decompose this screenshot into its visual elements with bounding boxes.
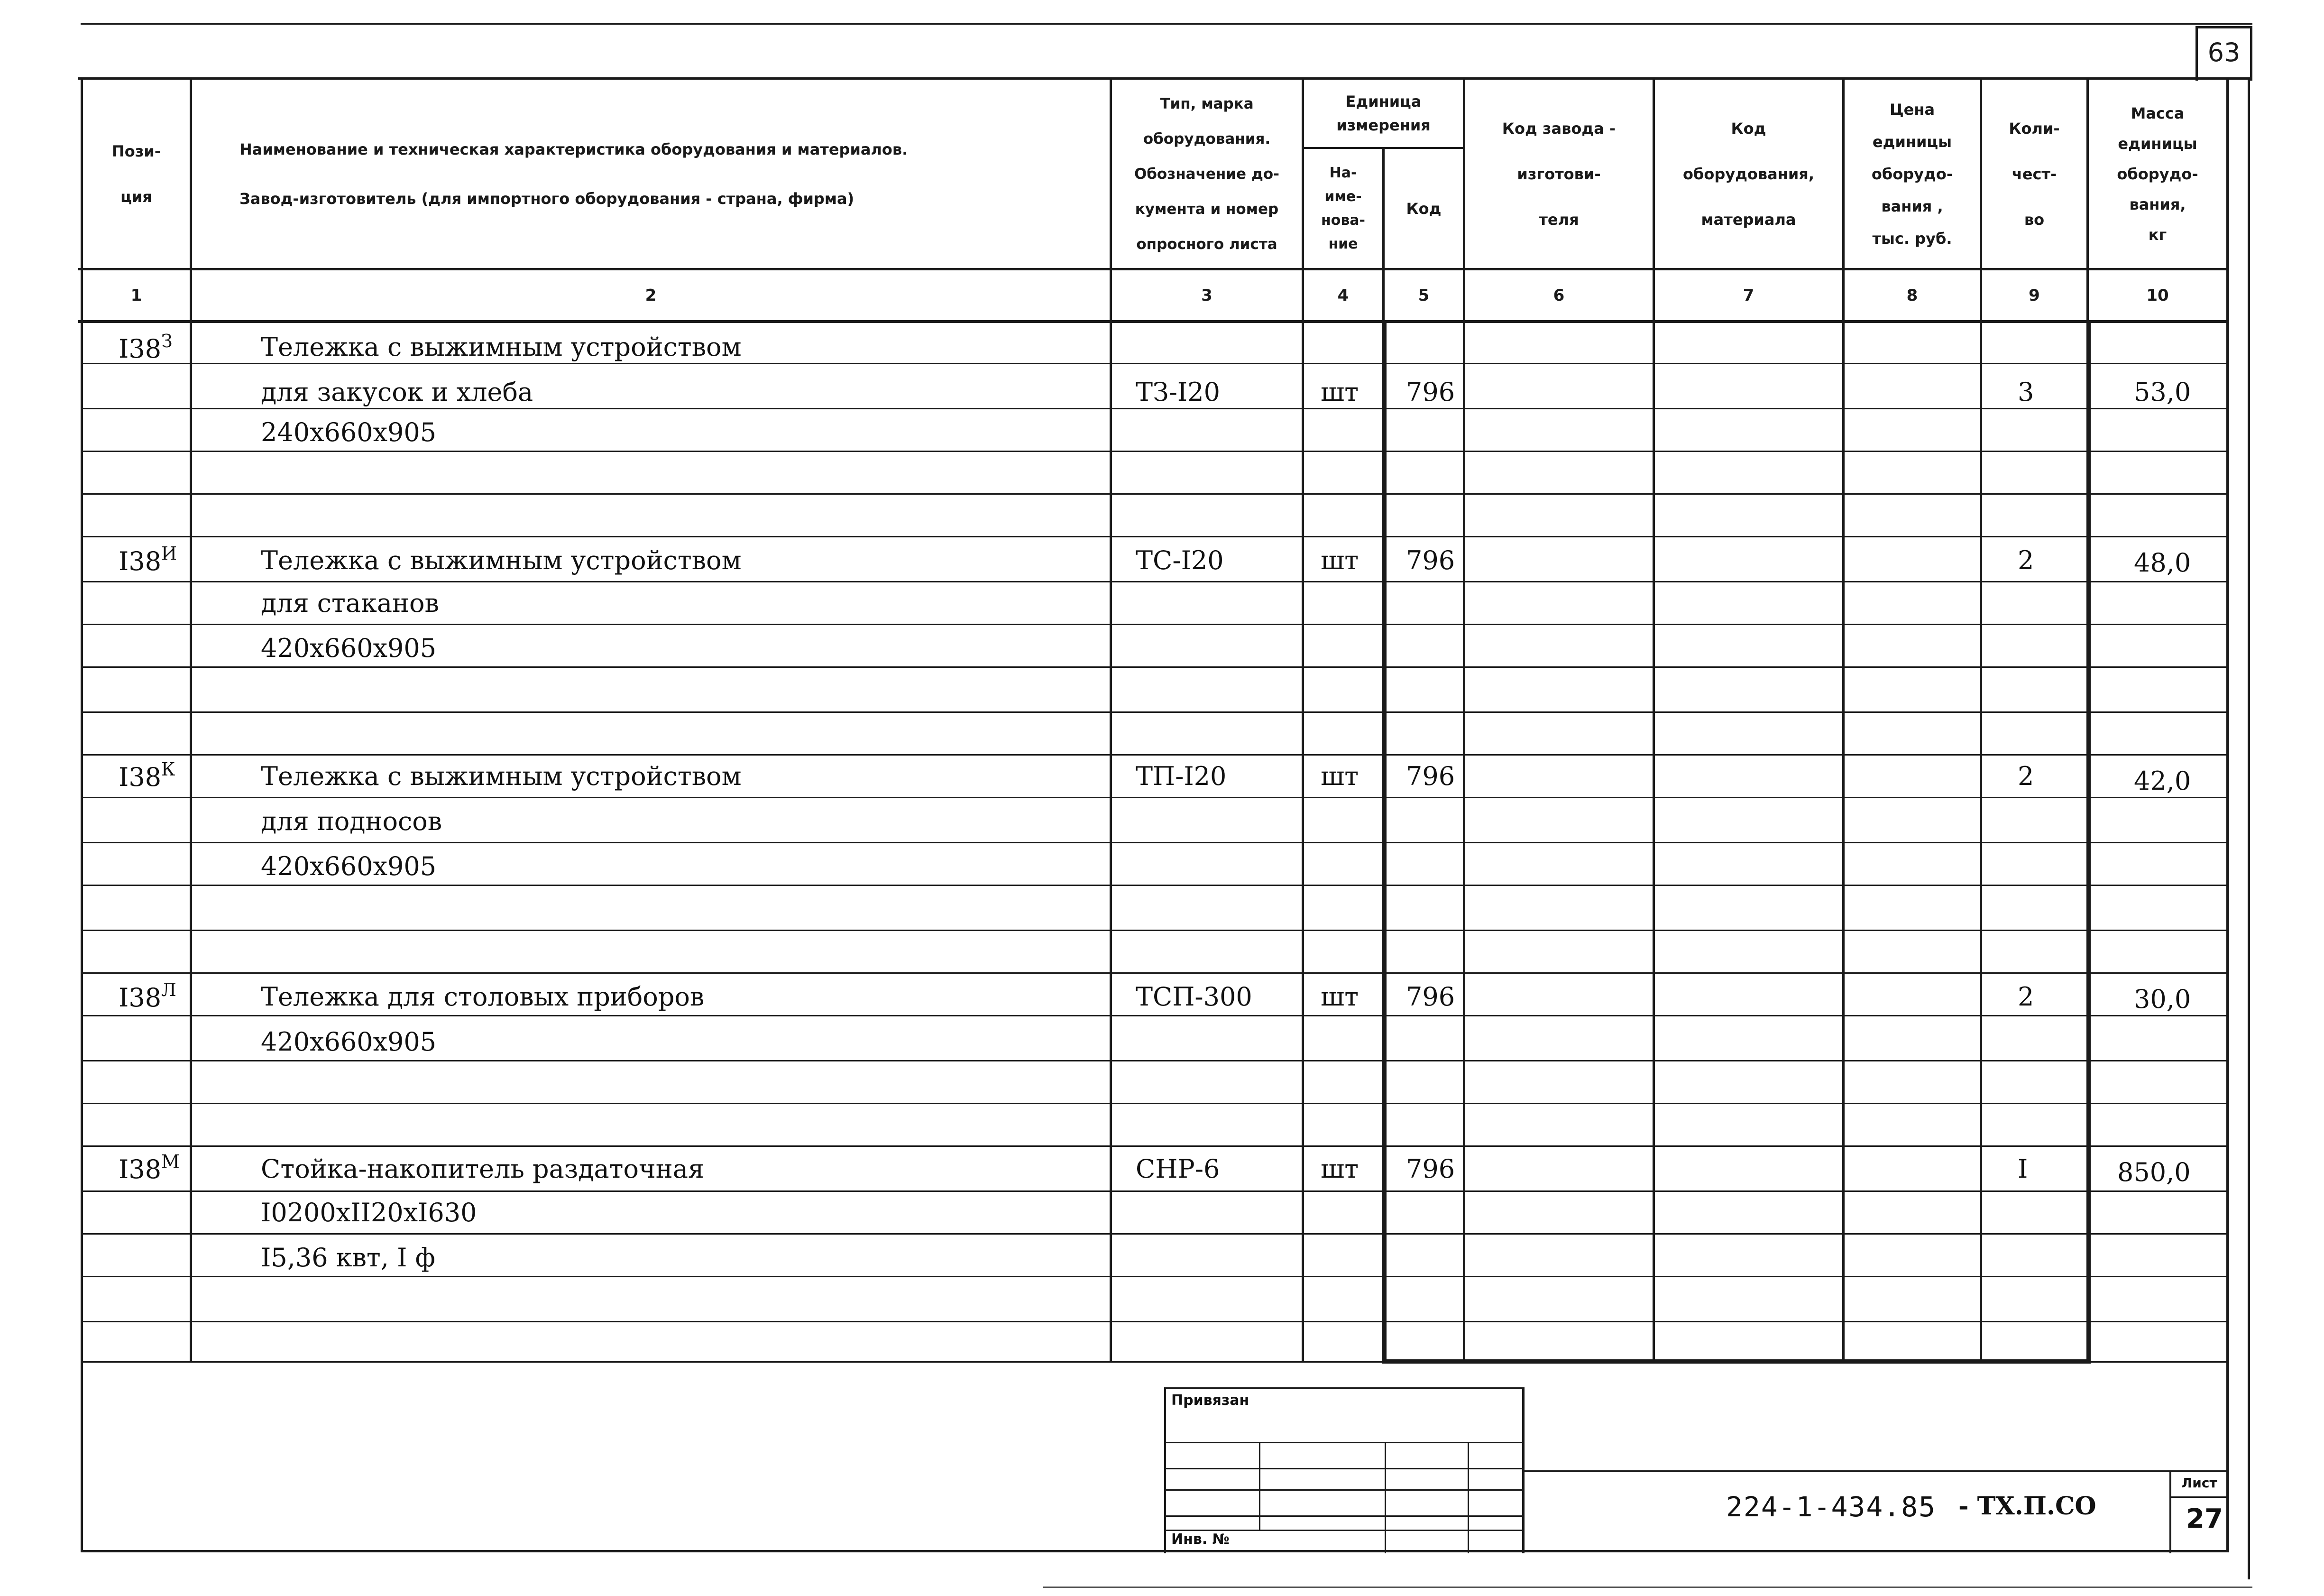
item-name-line: для закусок и хлеба <box>261 377 533 407</box>
header-name: Наименование и техническая характеристика оборудования и материалов. Завод-изготовитель (для импортного оборудования - страна, фирма) <box>239 140 908 208</box>
item-name-line: для стаканов <box>261 588 439 618</box>
document-suffix: - ТХ.П.СО <box>1958 1492 2096 1521</box>
item-name-line: 240х660х905 <box>261 417 437 447</box>
item-type: ТСП-300 <box>1136 982 1252 1012</box>
table-row-position: $I38^К$ <box>119 759 175 792</box>
item-quantity: 2 <box>2018 982 2034 1012</box>
item-unit-code: 796 <box>1406 377 1455 407</box>
item-quantity: 3 <box>2018 377 2034 407</box>
item-name-line: Стойка-накопитель раздаточная <box>261 1154 705 1184</box>
item-name-line: для подносов <box>261 806 442 836</box>
header-unit-code: Код <box>1406 199 1442 218</box>
page-number: 63 <box>2207 37 2241 67</box>
item-name-line: Тележка с выжимным устройством <box>261 545 742 575</box>
item-mass: 48,0 <box>2134 548 2191 578</box>
item-name-line: Тележка с выжимным устройством <box>261 761 742 791</box>
item-unit-code: 796 <box>1406 761 1455 791</box>
column-number: 8 <box>1906 286 1918 305</box>
table-row-position: $I38^М$ <box>119 1151 180 1184</box>
column-number: 9 <box>2029 286 2040 305</box>
item-name-line: Тележка с выжимным устройством <box>261 332 742 362</box>
header-unit-group: Единица измерения <box>1336 92 1431 134</box>
table-row-position: $I38^З$ <box>119 331 173 364</box>
item-unit-code: 796 <box>1406 545 1455 575</box>
item-name-line: Тележка для столовых приборов <box>261 982 705 1012</box>
item-mass: 850,0 <box>2117 1157 2191 1187</box>
inventory-label: Инв. № <box>1171 1531 1230 1548</box>
document-code: 224-1-434.85 <box>1726 1491 1937 1523</box>
column-number: 4 <box>1337 286 1349 305</box>
item-quantity: 2 <box>2018 545 2034 575</box>
item-unit-code: 796 <box>1406 1154 1455 1184</box>
item-name-line: 420х660х905 <box>261 1027 437 1057</box>
table-row-position: $I38^И$ <box>119 543 177 576</box>
item-type: ТП-I20 <box>1136 761 1227 791</box>
column-number: 2 <box>645 286 657 305</box>
item-unit: шт <box>1321 761 1359 791</box>
column-number: 5 <box>1418 286 1430 305</box>
item-name-line: 420х660х905 <box>261 633 437 663</box>
sheet-label: Лист <box>2181 1475 2217 1491</box>
header-position: Пози- ция <box>111 142 161 206</box>
item-unit: шт <box>1321 982 1359 1012</box>
bound-label: Привязан <box>1171 1392 1249 1409</box>
table-row-position: $I38^Л$ <box>119 979 176 1013</box>
item-quantity: 2 <box>2018 761 2034 791</box>
item-unit: шт <box>1321 545 1359 575</box>
item-mass: 42,0 <box>2134 766 2191 796</box>
column-number: 7 <box>1743 286 1754 305</box>
column-number: 3 <box>1201 286 1213 305</box>
item-unit-code: 796 <box>1406 982 1455 1012</box>
column-number: 1 <box>130 286 142 305</box>
column-number: 6 <box>1553 286 1565 305</box>
header-equipment-code: Код оборудования, материала <box>1683 119 1814 229</box>
item-unit: шт <box>1321 377 1359 407</box>
item-quantity: I <box>2018 1154 2028 1184</box>
item-type: СНР-6 <box>1136 1154 1220 1184</box>
header-unit-name: На- име- нова- ние <box>1321 164 1366 252</box>
column-number: 10 <box>2146 286 2169 305</box>
header-price: Цена единицы оборудо- вания , тыс. руб. <box>1871 100 1953 248</box>
item-unit: шт <box>1321 1154 1359 1184</box>
item-type: ТС-I20 <box>1136 545 1224 575</box>
item-name-line: I5,36 квт, I ф <box>261 1243 435 1273</box>
item-mass: 53,0 <box>2134 377 2191 407</box>
header-mass: Масса единицы оборудо- вания, кг <box>2117 104 2198 244</box>
sheet-number: 27 <box>2186 1504 2223 1534</box>
header-quantity: Коли- чест- во <box>2009 119 2060 229</box>
item-name-line: I0200хII20хI630 <box>261 1198 477 1227</box>
item-mass: 30,0 <box>2134 984 2191 1014</box>
item-type: ТЗ-I20 <box>1136 377 1220 407</box>
item-name-line: 420х660х905 <box>261 851 437 881</box>
header-maker-code: Код завода - изготови- теля <box>1502 119 1616 229</box>
header-type: Тип, марка оборудования. Обозначение до- кумента и номер опросного листа <box>1134 95 1280 253</box>
